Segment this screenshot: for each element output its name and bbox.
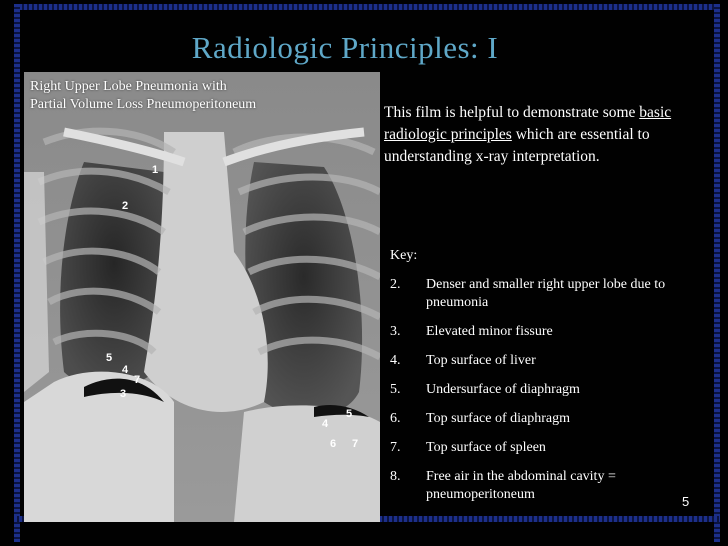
key-item-text: Top surface of liver <box>426 353 536 368</box>
key-item-number: 4. <box>390 353 401 368</box>
key-list <box>390 276 708 515</box>
xray-graphic <box>24 72 380 522</box>
key-item-text: Top surface of spleen <box>426 440 546 455</box>
xray-marker-4-left: 4 <box>322 418 329 430</box>
key-item <box>390 468 708 504</box>
key-item-text: Denser and smaller right upper lobe due to pneumonia <box>426 277 666 310</box>
xray-marker-4-right: 4 <box>122 364 129 376</box>
intro-paragraph <box>384 102 702 168</box>
slide-title: Radiologic Principles: I <box>191 30 499 65</box>
frame-border-left <box>14 4 20 542</box>
key-item <box>390 381 708 399</box>
key-item <box>390 323 708 341</box>
key-item-number: 8. <box>390 469 401 484</box>
key-item <box>390 439 708 457</box>
xray-marker-5-right: 5 <box>106 352 113 364</box>
xray-marker-1: 1 <box>152 164 159 176</box>
xray-marker-7-right: 7 <box>134 374 141 386</box>
frame-border-top <box>14 4 720 10</box>
key-item-number: 7. <box>390 440 401 455</box>
frame-border-right <box>714 4 720 542</box>
key-item-number: 5. <box>390 382 401 397</box>
key-item-number: 3. <box>390 324 401 339</box>
key-item-number: 2. <box>390 277 401 292</box>
key-item-text: Elevated minor fissure <box>426 324 553 339</box>
xray-marker-3: 3 <box>120 388 127 400</box>
basic-radiologic-principles-link[interactable]: basic radiologic principles <box>384 104 672 143</box>
xray-caption-line2: Partial Volume Loss Pneumoperitoneum <box>30 97 257 112</box>
page-number: 5 <box>682 494 690 509</box>
xray-marker-7-left: 7 <box>352 438 359 450</box>
intro-text-after: which are essential to understanding x-ray interpretation. <box>384 126 650 165</box>
xray-caption-line1: Right Upper Lobe Pneumonia with <box>30 79 227 94</box>
xray-marker-6: 6 <box>330 438 337 450</box>
key-heading: Key: <box>390 248 418 263</box>
xray-marker-2: 2 <box>122 200 129 212</box>
key-item <box>390 410 708 428</box>
key-item-text: Top surface of diaphragm <box>426 411 571 426</box>
key-item-text: Undersurface of diaphragm <box>426 382 580 397</box>
chest-xray-image <box>24 72 380 522</box>
xray-caption <box>30 78 370 114</box>
key-item <box>390 276 708 312</box>
xray-marker-5-left: 5 <box>346 408 353 420</box>
key-item <box>390 352 708 370</box>
key-item-text: Free air in the abdominal cavity = pneumoperitoneum <box>426 469 616 502</box>
key-item-number: 6. <box>390 411 401 426</box>
intro-text-before: This film is helpful to demonstrate some <box>384 104 640 121</box>
